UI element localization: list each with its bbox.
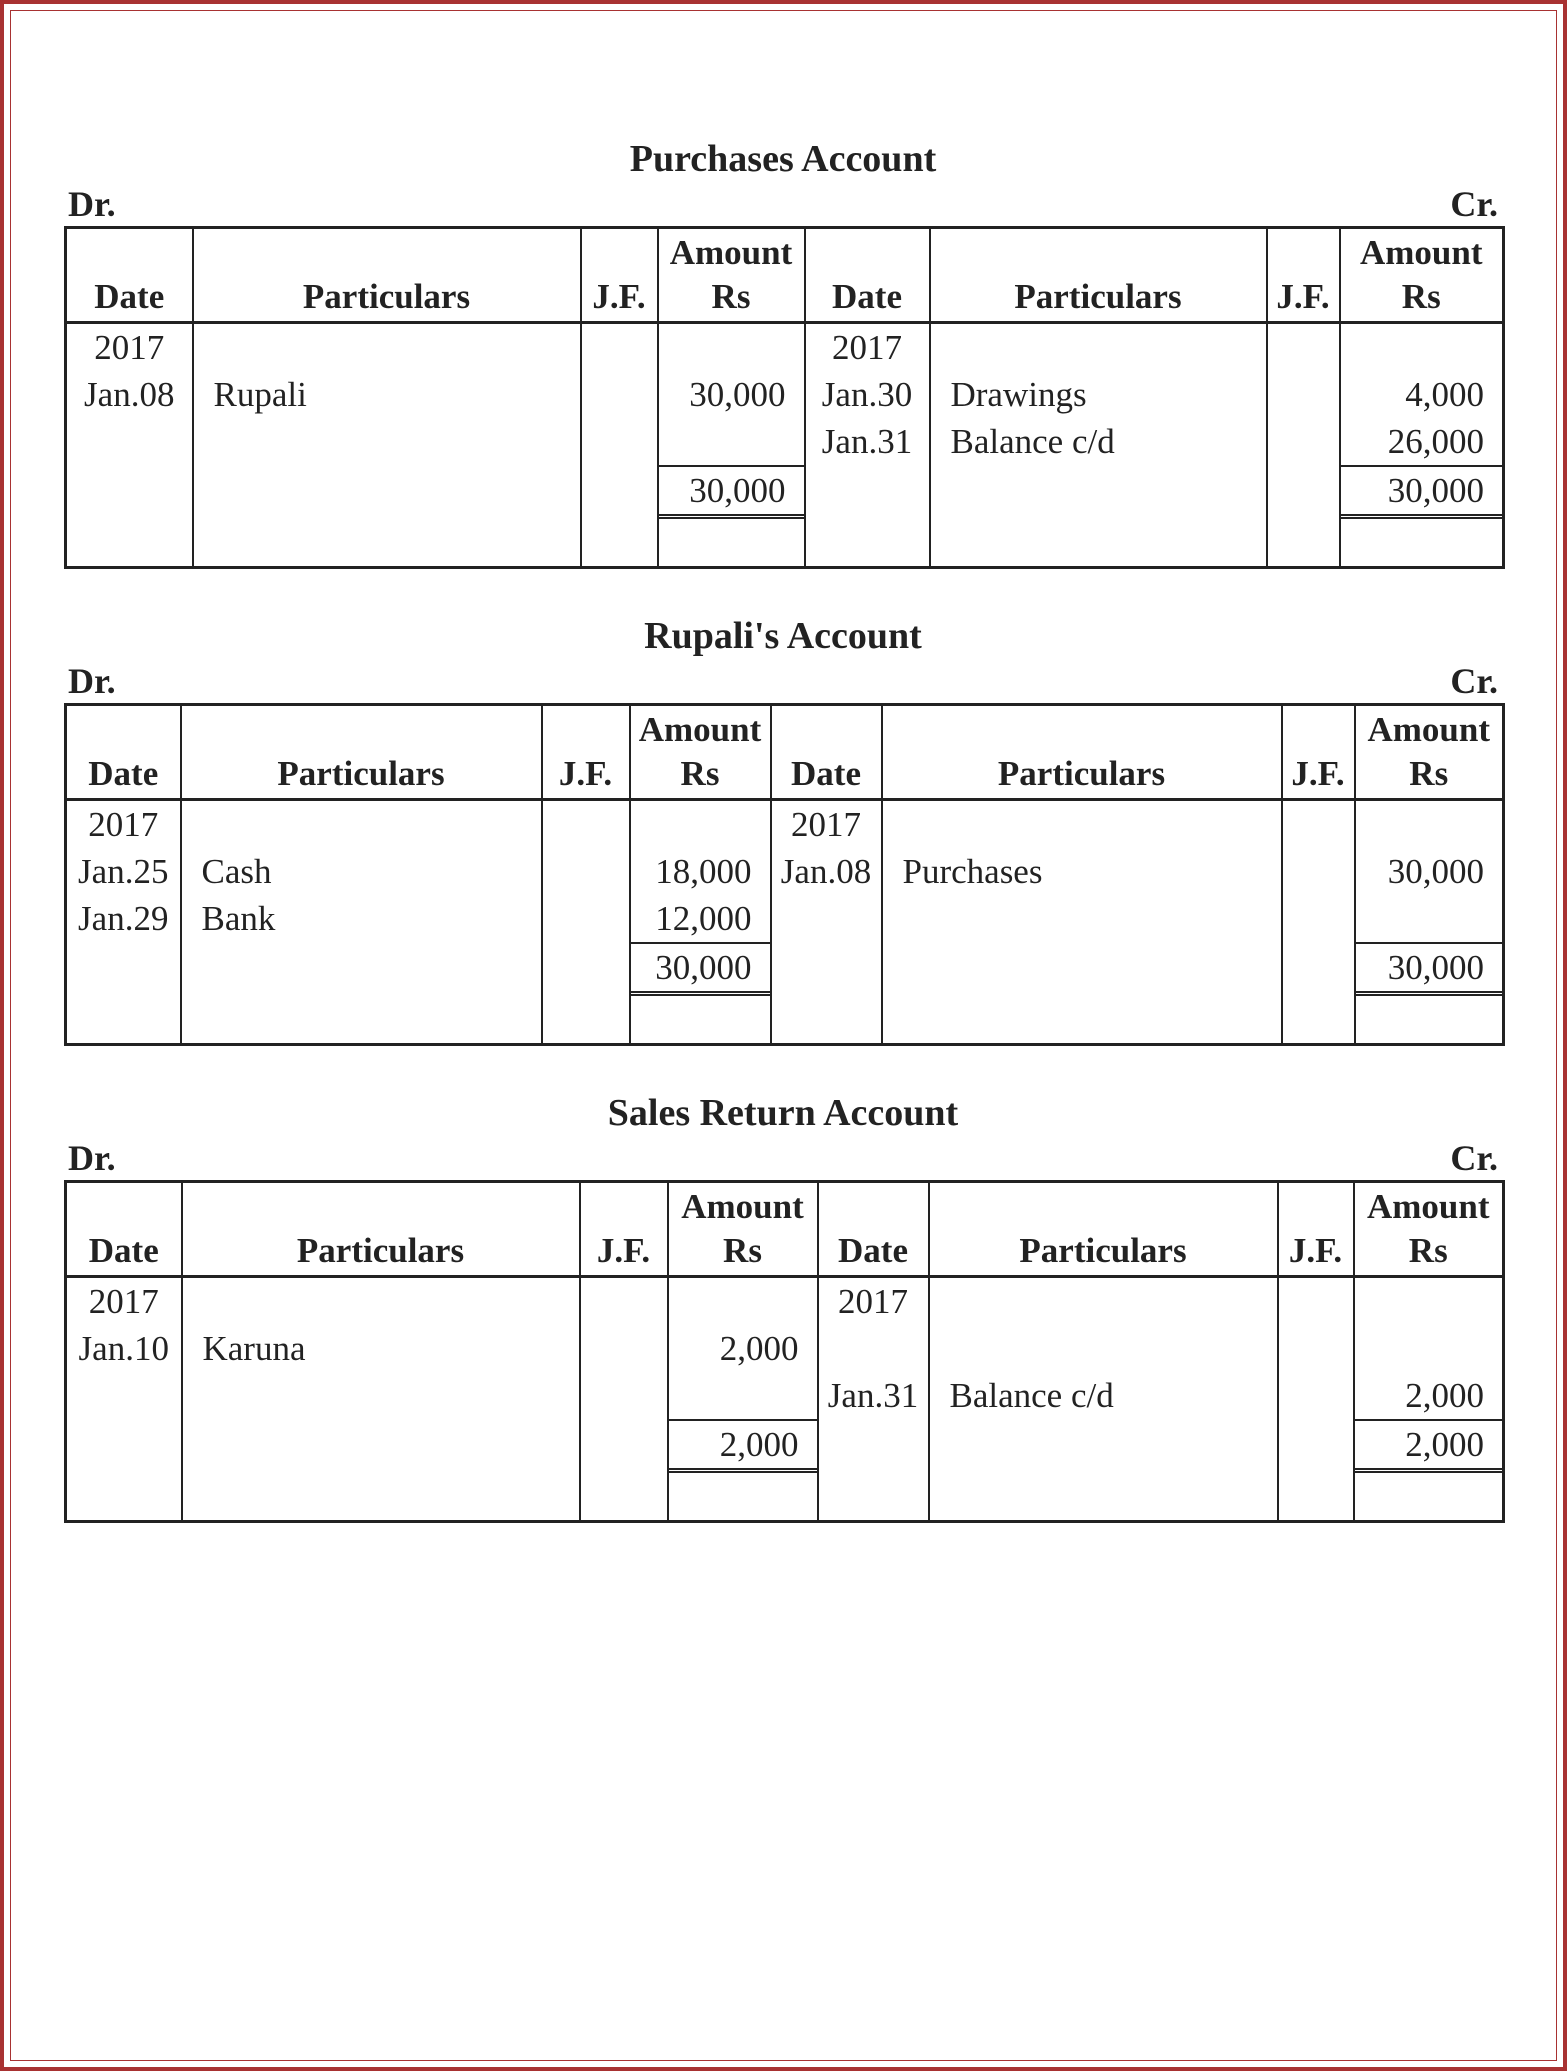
dr-entry-amount: 30,000 (689, 375, 786, 414)
account-title: Sales Return Account (607, 1092, 959, 1134)
cr-particulars-column (882, 800, 1282, 1045)
header-amount: Amount Rs (1355, 705, 1504, 800)
header-row (66, 228, 1504, 323)
header-jf: J.F. (1267, 228, 1340, 323)
cr-total: 2,000 (1353, 1419, 1505, 1473)
header-particulars: Particulars (193, 228, 581, 323)
header-jf: J.F. (581, 228, 658, 323)
ledger-body-row (66, 1277, 1504, 1522)
dr-entry-date: Jan.08 (84, 375, 175, 414)
cr-entry-particulars: Balance c/d (950, 422, 1115, 461)
dr-entry-amount: 12,000 (655, 899, 752, 938)
header-particulars: Particulars (181, 705, 542, 800)
header-particulars: Particulars (929, 1182, 1278, 1277)
header-row (66, 705, 1504, 800)
credit-label: Cr. (1450, 1138, 1498, 1178)
dr-entry-particulars: Rupali (213, 375, 307, 414)
dr-total: 2,000 (667, 1419, 819, 1473)
cr-total: 30,000 (1339, 465, 1505, 519)
cr-particulars-column (929, 1277, 1278, 1522)
dr-amount-column (668, 1277, 818, 1522)
cr-entry-particulars: Drawings (950, 375, 1087, 414)
ledger-body-row (66, 800, 1504, 1045)
cr-year: 2017 (832, 328, 902, 367)
dr-cr-row (64, 182, 1502, 226)
header-date: Date (66, 228, 193, 323)
account-title: Rupali's Account (644, 615, 922, 657)
dr-date-column (66, 1277, 182, 1522)
header-amount: Amount Rs (1354, 1182, 1504, 1277)
dr-total: 30,000 (657, 465, 806, 519)
header-jf: J.F. (1278, 1182, 1354, 1277)
cr-entry-amount: 4,000 (1405, 375, 1484, 414)
header-particulars: Particulars (182, 1182, 580, 1277)
header-amount: Amount Rs (658, 228, 805, 323)
ledger-table (64, 1180, 1505, 1523)
header-jf: J.F. (1282, 705, 1355, 800)
cr-particulars-column (930, 323, 1267, 568)
purchases-account (64, 136, 1502, 569)
ledger-table (64, 226, 1505, 569)
credit-label: Cr. (1450, 661, 1498, 701)
cr-date-column (818, 1277, 929, 1522)
debit-label: Dr. (68, 661, 116, 701)
dr-year: 2017 (88, 805, 159, 844)
dr-amount-column (630, 800, 771, 1045)
cr-entry-date: Jan.31 (827, 1376, 919, 1415)
cr-jf-column (1267, 323, 1340, 568)
dr-date-column (66, 800, 181, 1045)
sales-return-account (64, 1090, 1502, 1523)
header-particulars: Particulars (930, 228, 1267, 323)
dr-jf-column (580, 1277, 668, 1522)
header-particulars: Particulars (882, 705, 1282, 800)
cr-amount-column (1355, 800, 1504, 1045)
rupali-account (64, 613, 1502, 1046)
dr-amount-column (658, 323, 805, 568)
dr-particulars-column (181, 800, 542, 1045)
header-jf: J.F. (542, 705, 630, 800)
dr-cr-row (64, 659, 1502, 703)
dr-entry-date: Jan.29 (78, 899, 169, 938)
cr-year: 2017 (838, 1282, 908, 1321)
header-amount: Amount Rs (1340, 228, 1504, 323)
cr-entry-amount: 26,000 (1387, 422, 1484, 461)
cr-entry-amount: 2,000 (1405, 1376, 1484, 1415)
header-date: Date (818, 1182, 929, 1277)
ledger-body-row (66, 323, 1504, 568)
cr-entry-date: Jan.31 (821, 422, 913, 461)
cr-total: 30,000 (1354, 942, 1505, 996)
dr-entry-amount: 18,000 (655, 852, 752, 891)
dr-entry-particulars: Bank (201, 899, 276, 938)
dr-jf-column (581, 323, 658, 568)
cr-jf-column (1282, 800, 1355, 1045)
credit-label: Cr. (1450, 184, 1498, 224)
header-amount: Amount Rs (668, 1182, 818, 1277)
cr-amount-column (1340, 323, 1504, 568)
cr-entry-particulars: Balance c/d (949, 1376, 1114, 1415)
cr-date-column (771, 800, 882, 1045)
dr-entry-date: Jan.25 (78, 852, 169, 891)
dr-entry-amount: 2,000 (719, 1329, 799, 1368)
cr-year: 2017 (791, 805, 861, 844)
cr-date-column (805, 323, 930, 568)
cr-entry-date: Jan.30 (821, 375, 913, 414)
dr-jf-column (542, 800, 630, 1045)
header-date: Date (805, 228, 930, 323)
account-title: Purchases Account (629, 138, 937, 180)
cr-entry-date: Jan.08 (780, 852, 872, 891)
header-date: Date (66, 1182, 182, 1277)
dr-cr-row (64, 1136, 1502, 1180)
header-date: Date (66, 705, 181, 800)
dr-year: 2017 (88, 1282, 159, 1321)
dr-entry-particulars: Cash (201, 852, 272, 891)
header-amount: Amount Rs (630, 705, 771, 800)
header-jf: J.F. (580, 1182, 668, 1277)
dr-entry-date: Jan.10 (78, 1329, 169, 1368)
dr-entry-particulars: Karuna (202, 1329, 306, 1368)
dr-date-column (66, 323, 193, 568)
debit-label: Dr. (68, 1138, 116, 1178)
ledger-table (64, 703, 1505, 1046)
header-date: Date (771, 705, 882, 800)
dr-particulars-column (182, 1277, 580, 1522)
header-row (66, 1182, 1504, 1277)
cr-entry-particulars: Purchases (902, 852, 1043, 891)
debit-label: Dr. (68, 184, 116, 224)
cr-entry-amount: 30,000 (1387, 852, 1484, 891)
dr-total: 30,000 (629, 942, 772, 996)
dr-year: 2017 (94, 328, 165, 367)
cr-jf-column (1278, 1277, 1354, 1522)
dr-particulars-column (193, 323, 581, 568)
cr-amount-column (1354, 1277, 1504, 1522)
